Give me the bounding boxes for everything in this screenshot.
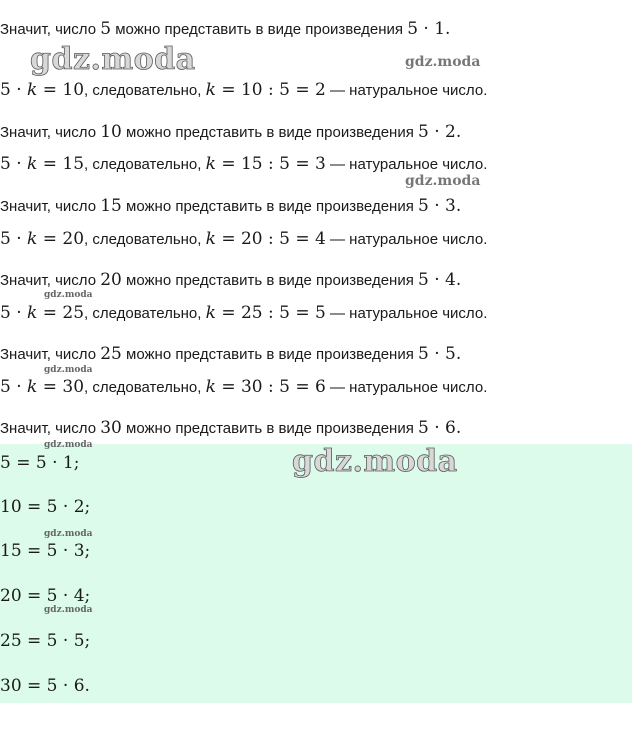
watermark-text: gdz.moda bbox=[405, 54, 481, 70]
statement-line-6: Значит, число 30 можно представить в виде произведения 5 · 6. bbox=[0, 418, 462, 438]
watermark-text: gdz.moda bbox=[44, 365, 93, 375]
calculation-line-3: 5 · k = 20, следовательно, k = 20 : 5 = 4 — натуральное число. bbox=[0, 229, 488, 249]
calculation-line-1: 5 · k = 10, следовательно, k = 10 : 5 = 2 — натуральное число. bbox=[0, 80, 488, 100]
calculation-line-5: 5 · k = 30, следовательно, k = 30 : 5 = 6 — натуральное число. bbox=[0, 377, 488, 397]
statement-line-3: Значит, число 15 можно представить в виде произведения 5 · 3. bbox=[0, 196, 462, 216]
watermark-text: gdz.moda bbox=[44, 605, 93, 615]
answer-equation-6: 30 = 5 · 6. bbox=[0, 676, 90, 696]
answer-box bbox=[0, 444, 632, 703]
statement-line-4: Значит, число 20 можно представить в виде произведения 5 · 4. bbox=[0, 270, 462, 290]
answer-equation-4: 20 = 5 · 4; bbox=[0, 586, 91, 606]
statement-line-5: Значит, число 25 можно представить в виде произведения 5 · 5. bbox=[0, 344, 462, 364]
watermark-text: gdz.moda bbox=[44, 440, 93, 450]
statement-line-2: Значит, число 10 можно представить в виде произведения 5 · 2. bbox=[0, 122, 462, 142]
answer-equation-5: 25 = 5 · 5; bbox=[0, 631, 91, 651]
calculation-line-4: 5 · k = 25, следовательно, k = 25 : 5 = 5 — натуральное число. bbox=[0, 303, 488, 323]
answer-equation-3: 15 = 5 · 3; bbox=[0, 541, 91, 561]
calculation-line-2: 5 · k = 15, следовательно, k = 15 : 5 = 3 — натуральное число. bbox=[0, 154, 488, 174]
watermark-logo: gdz.moda bbox=[292, 444, 458, 479]
watermark-text: gdz.moda bbox=[405, 173, 481, 189]
watermark-logo: gdz.moda bbox=[30, 42, 196, 77]
statement-line-1: Значит, число 5 можно представить в виде произведения 5 · 1. bbox=[0, 19, 451, 39]
answer-equation-2: 10 = 5 · 2; bbox=[0, 497, 91, 517]
watermark-text: gdz.moda bbox=[44, 290, 93, 300]
answer-equation-1: 5 = 5 · 1; bbox=[0, 453, 80, 473]
watermark-text: gdz.moda bbox=[44, 529, 93, 539]
